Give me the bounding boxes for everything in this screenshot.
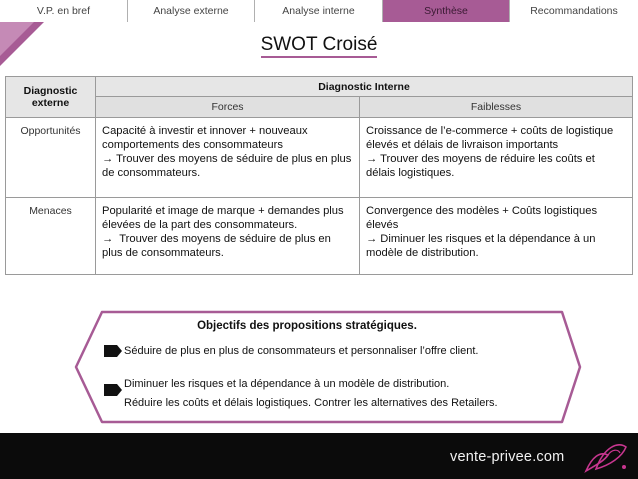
footer-bar: [0, 433, 638, 479]
cell-text: Croissance de l’e-commerce + coûts de logistique élevés et délais de livraison importants: [366, 125, 614, 151]
row-label-menaces: Menaces: [6, 198, 96, 275]
cell-menaces-forces: [96, 198, 360, 275]
section-tabs: [0, 0, 638, 22]
bullet-tag-icon: [104, 345, 122, 357]
bullet-tag-icon: [104, 384, 122, 396]
objectives-box: [72, 308, 582, 426]
tab-analyse-externe[interactable]: Analyse externe: [128, 0, 255, 22]
cell-opportunites-faiblesses: [360, 118, 633, 198]
page-title: SWOT Croisé: [0, 34, 638, 56]
cell-action: → Trouver des moyens de réduire les coûts et délais logistiques.: [366, 153, 595, 179]
tab-synthese[interactable]: Synthèse: [383, 0, 510, 22]
cell-action: → Diminuer les risques et la dépendance à un modèle de distribution.: [366, 233, 596, 259]
cell-action: → Trouver des moyens de séduire de plus en plus de consommateurs.: [102, 153, 352, 179]
tab-recommandations[interactable]: Recommandations: [510, 0, 638, 22]
corner-header: Diagnostic externe: [6, 77, 96, 118]
cell-action: → Trouver des moyens de séduire de plus en plus de consommateurs.: [102, 233, 331, 259]
cell-text: Capacité à investir et innover + nouveaux comportements des consommateurs: [102, 125, 308, 151]
cell-menaces-faiblesses: [360, 198, 633, 275]
col-header-forces: Forces: [96, 97, 360, 118]
objective-item: Diminuer les risques et la dépendance à un modèle de distribution.: [124, 378, 450, 390]
cell-opportunites-forces: [96, 118, 360, 198]
tab-analyse-interne[interactable]: Analyse interne: [255, 0, 383, 22]
row-label-opportunites: Opportunités: [6, 118, 96, 198]
main-header: Diagnostic Interne: [96, 77, 633, 97]
table-row: [6, 198, 633, 275]
butterfly-logo-icon: [578, 437, 632, 477]
col-header-faiblesses: Faiblesses: [360, 97, 633, 118]
table-row: [6, 118, 633, 198]
tab-vp-en-bref[interactable]: V.P. en bref: [0, 0, 128, 22]
objective-item: Séduire de plus en plus de consommateurs et personnaliser l’offre client.: [124, 345, 479, 357]
swot-table: [5, 76, 633, 275]
brand-logo: vente-privee.com: [450, 449, 565, 465]
cell-text: Popularité et image de marque + demandes plus élevées de la part des consommateurs.: [102, 205, 344, 231]
objectives-title: Objectifs des propositions stratégiques.: [197, 320, 417, 332]
objective-item: Réduire les coûts et délais logistiques. Contrer les alternatives des Retailers.: [124, 397, 498, 409]
cell-text: Convergence des modèles + Coûts logistiques élevés: [366, 205, 598, 231]
